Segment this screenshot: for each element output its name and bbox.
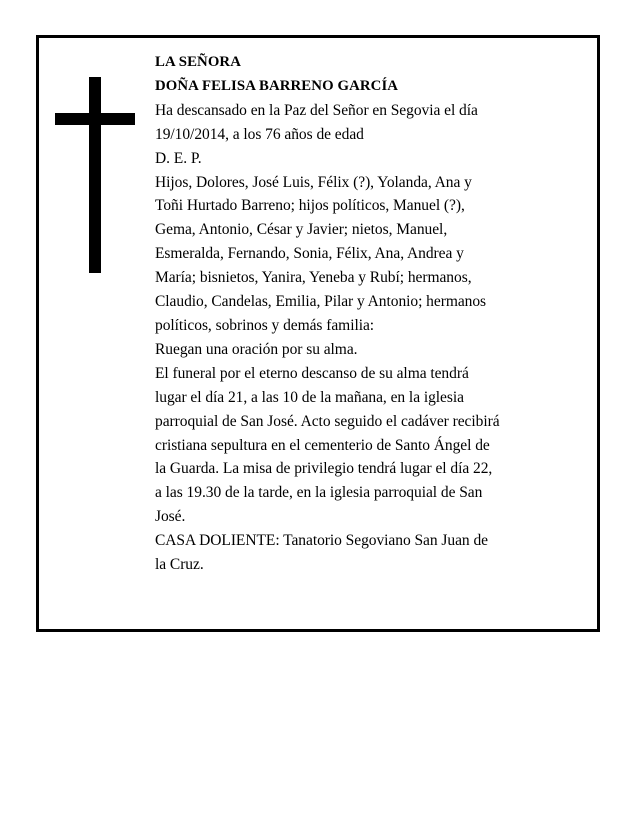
obituary-body-line: Gema, Antonio, César y Javier; nietos, Manuel,	[155, 221, 448, 239]
obituary-body-line: El funeral por el eterno descanso de su alma tendrá	[155, 364, 469, 382]
obituary-honorific: LA SEÑORA	[155, 54, 242, 70]
cross-vertical-bar	[89, 77, 101, 273]
obituary-body-line: Claudio, Candelas, Emilia, Pilar y Antonio; hermanos	[155, 293, 487, 311]
obituary-body-line: cristiana sepultura en el cementerio de Santo Ángel de	[155, 436, 490, 454]
obituary-prayer-request: Ruegan una oración por su alma.	[155, 340, 358, 358]
obituary-body-line: Hijos, Dolores, José Luis, Félix (?), Yolanda, Ana y	[155, 173, 472, 191]
latin-cross-icon	[55, 77, 135, 273]
obituary-body-line: Toñi Hurtado Barreno; hijos políticos, Manuel (?),	[155, 197, 465, 215]
obituary-body-line: a las 19.30 de la tarde, en la iglesia parroquial de San	[155, 484, 483, 502]
obituary-body-line: lugar el día 21, a las 10 de la mañana, en la iglesia	[155, 388, 464, 406]
obituary-body-line: Ha descansado en la Paz del Señor en Segovia el día	[155, 101, 478, 119]
obituary-text-column	[155, 51, 583, 577]
obituary-name: DOÑA FELISA BARRENO GARCÍA	[155, 77, 399, 94]
cross-horizontal-bar	[55, 113, 135, 125]
obituary-notice-box	[36, 35, 600, 632]
obituary-mourning-house-line: CASA DOLIENTE: Tanatorio Segoviano San Juan de	[155, 532, 488, 550]
obituary-body-line: la Guarda. La misa de privilegio tendrá lugar el día 22,	[155, 460, 493, 478]
obituary-rest-in-peace: D. E. P.	[155, 149, 202, 167]
obituary-body-line: María; bisnietos, Yanira, Yeneba y Rubí; hermanos,	[155, 269, 472, 287]
obituary-body-line: 19/10/2014, a los 76 años de edad	[155, 125, 364, 143]
obituary-body-line: parroquial de San José. Acto seguido el cadáver recibirá	[155, 412, 500, 430]
obituary-body-line: políticos, sobrinos y demás familia:	[155, 316, 375, 334]
obituary-body-line: José.	[155, 508, 186, 526]
obituary-mourning-house-line: la Cruz.	[155, 556, 204, 574]
obituary-body-line: Esmeralda, Fernando, Sonia, Félix, Ana, Andrea y	[155, 245, 464, 263]
